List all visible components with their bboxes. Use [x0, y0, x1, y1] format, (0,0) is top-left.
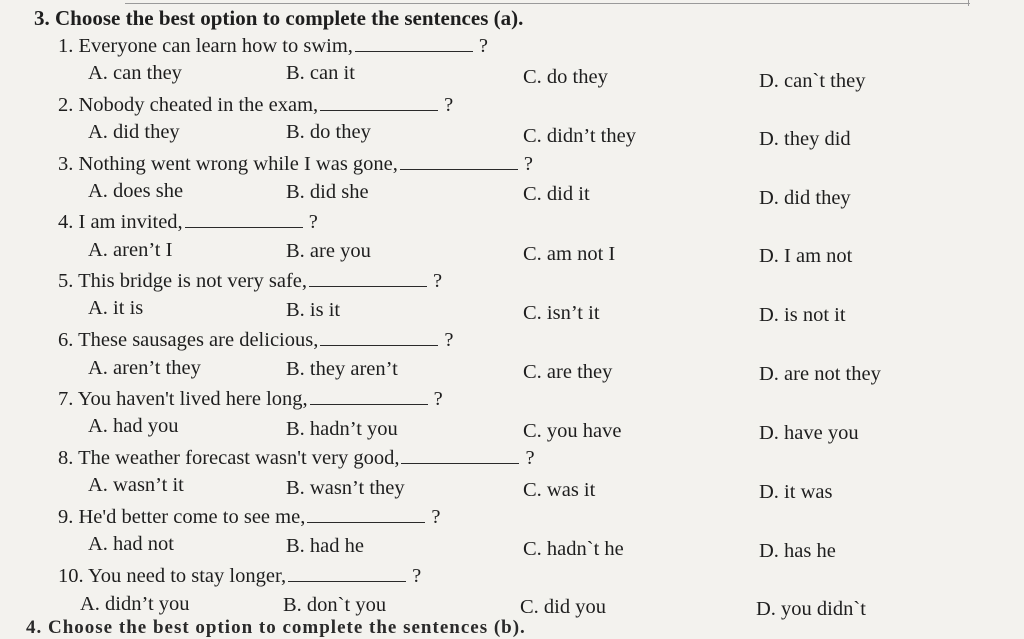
- option-b: B. do they: [286, 121, 371, 143]
- option-d: D. have you: [759, 422, 859, 444]
- option-b: B. wasn’t they: [286, 477, 405, 499]
- answer-blank: [309, 268, 427, 287]
- option-c: C. did it: [523, 183, 590, 205]
- option-b: B. they aren’t: [286, 358, 398, 380]
- top-divider-tick: [968, 0, 969, 6]
- question-stem-3: 3. Nothing went wrong while I was gone, ?: [58, 153, 534, 175]
- option-b: B. did she: [286, 181, 369, 203]
- option-a: A. does she: [88, 180, 184, 202]
- question-stem-8: 8. The weather forecast wasn't very good, ?: [58, 447, 535, 469]
- option-a: A. had not: [88, 533, 174, 555]
- question-stem-4: 4. I am invited, ?: [58, 211, 318, 233]
- option-d: D. did they: [759, 187, 851, 209]
- question-stem-7: 7. You haven't lived here long, ?: [58, 388, 443, 410]
- question-stem-1: 1. Everyone can learn how to swim, ?: [58, 35, 488, 57]
- option-b: B. is it: [286, 299, 341, 321]
- answer-blank: [310, 386, 428, 405]
- top-divider: [125, 3, 970, 4]
- option-d: D. is not it: [759, 304, 846, 326]
- question-stem-6: 6. These sausages are delicious, ?: [58, 329, 454, 351]
- answer-blank: [400, 151, 518, 170]
- option-d: D. you didn`t: [756, 598, 866, 620]
- option-c: C. did you: [520, 596, 606, 618]
- answer-blank: [288, 563, 406, 582]
- answer-blank: [320, 327, 438, 346]
- option-a: A. wasn’t it: [88, 474, 184, 496]
- option-c: C. do they: [523, 66, 608, 88]
- question-stem-10: 10. You need to stay longer, ?: [58, 565, 422, 587]
- answer-blank: [307, 504, 425, 523]
- option-a: A. didn’t you: [80, 593, 190, 615]
- option-d: D. I am not: [759, 245, 853, 267]
- option-b: B. are you: [286, 240, 371, 262]
- option-a: A. it is: [88, 297, 144, 319]
- option-d: D. can`t they: [759, 70, 866, 92]
- option-b: B. had he: [286, 535, 364, 557]
- question-stem-5: 5. This bridge is not very safe, ?: [58, 270, 443, 292]
- option-c: C. you have: [523, 420, 622, 442]
- answer-blank: [401, 445, 519, 464]
- option-c: C. am not I: [523, 243, 616, 265]
- option-d: D. has he: [759, 540, 836, 562]
- option-a: A. did they: [88, 121, 180, 143]
- option-c: C. are they: [523, 361, 613, 383]
- option-d: D. it was: [759, 481, 833, 503]
- option-a: A. can they: [88, 62, 182, 84]
- option-d: D. are not they: [759, 363, 881, 385]
- answer-blank: [355, 33, 473, 52]
- option-c: C. hadn`t he: [523, 538, 624, 560]
- question-stem-9: 9. He'd better come to see me, ?: [58, 506, 441, 528]
- answer-blank: [320, 92, 438, 111]
- option-c: C. isn’t it: [523, 302, 600, 324]
- option-c: C. was it: [523, 479, 596, 501]
- option-a: A. aren’t I: [88, 239, 173, 261]
- option-b: B. hadn’t you: [286, 418, 398, 440]
- answer-blank: [185, 209, 303, 228]
- next-exercise-heading: 4. Choose the best option to complete the sentences (b).: [26, 617, 526, 638]
- option-b: B. can it: [286, 62, 355, 84]
- question-stem-2: 2. Nobody cheated in the exam, ?: [58, 94, 454, 116]
- option-a: A. had you: [88, 415, 179, 437]
- option-c: C. didn’t they: [523, 125, 636, 147]
- exercise-heading: 3. Choose the best option to complete the sentences (a).: [34, 6, 524, 30]
- option-a: A. aren’t they: [88, 357, 201, 379]
- option-b: B. don`t you: [283, 594, 387, 616]
- option-d: D. they did: [759, 128, 851, 150]
